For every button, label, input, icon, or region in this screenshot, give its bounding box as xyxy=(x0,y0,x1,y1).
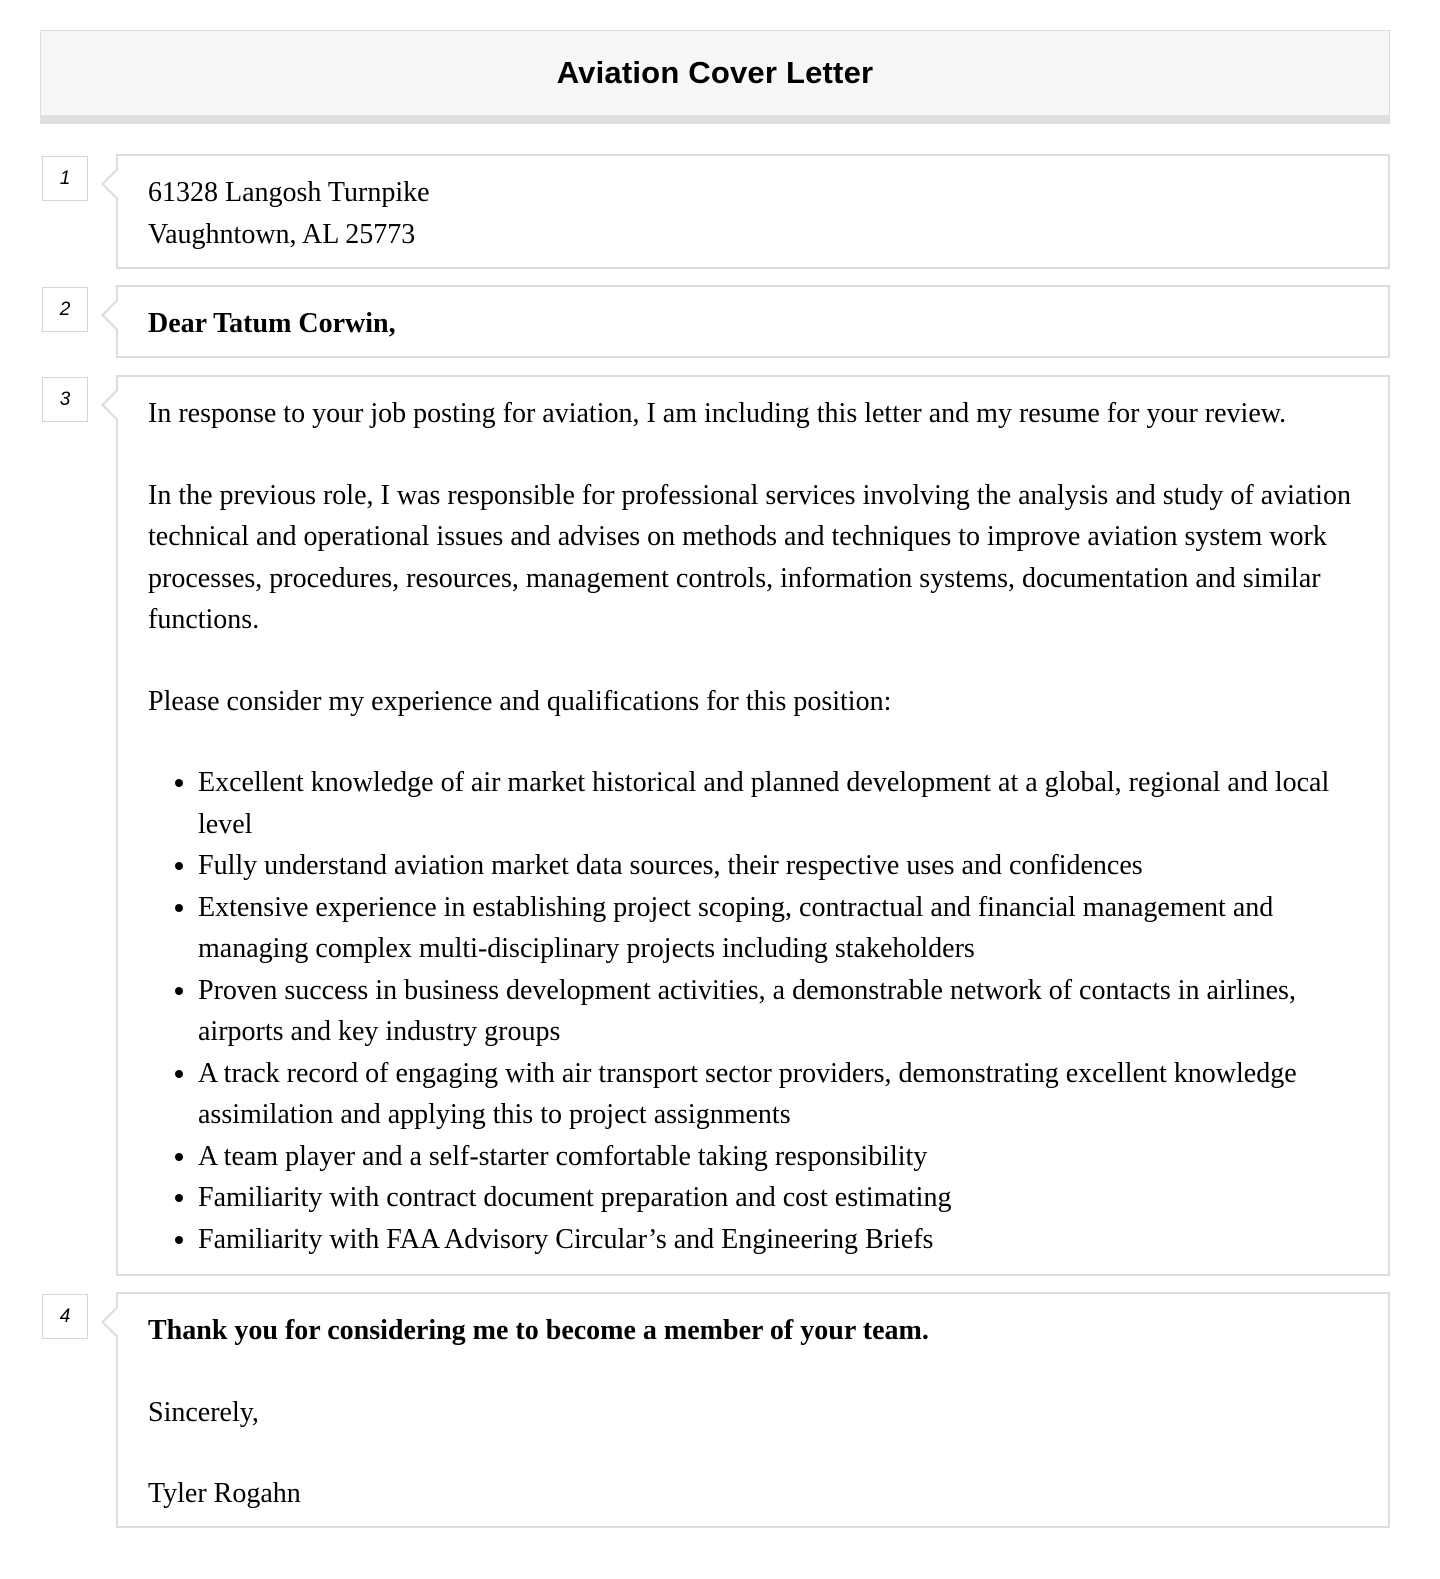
list-item: • A team player and a self-starter comfortable taking responsibility xyxy=(198,1136,1368,1178)
body-card xyxy=(116,375,1390,1276)
page-title: Aviation Cover Letter xyxy=(556,55,874,90)
section-number: 3 xyxy=(42,377,88,422)
list-item: • Fully understand aviation market data sources, their respective uses and confidences xyxy=(198,845,1368,887)
list-item: • A track record of engaging with air transport sector providers, demonstrating excellent knowledge assimilation and applying this to project assignments xyxy=(198,1053,1368,1136)
list-item: • Familiarity with contract document preparation and cost estimating xyxy=(198,1177,1368,1219)
intro-paragraph: In response to your job posting for aviation, I am including this letter and my resume for your review. xyxy=(148,398,1287,429)
address-line-1: 61328 Langosh Turnpike xyxy=(148,177,430,208)
closing-line: Sincerely, xyxy=(148,1396,259,1428)
address-card xyxy=(116,154,1390,269)
list-item: • Familiarity with FAA Advisory Circular’s and Engineering Briefs xyxy=(198,1219,1368,1261)
section-number: 1 xyxy=(42,156,88,201)
list-item: • Excellent knowledge of air market historical and planned development at a global, regional and local level xyxy=(198,762,1368,845)
title-bar xyxy=(40,30,1390,124)
thanks-line: Thank you for considering me to become a member of your team. xyxy=(148,1315,929,1346)
closing-card xyxy=(116,1292,1390,1528)
section-number: 2 xyxy=(42,287,88,332)
consider-paragraph: Please consider my experience and qualifications for this position: xyxy=(148,685,892,717)
list-item: • Extensive experience in establishing project scoping, contractual and financial management and managing complex multi-disciplinary projects including stakeholders xyxy=(198,887,1368,970)
section-number: 4 xyxy=(42,1294,88,1339)
qualifications-list xyxy=(148,762,1368,1260)
salutation: Dear Tatum Corwin, xyxy=(148,308,396,339)
previous-role-paragraph: In the previous role, I was responsible for professional services involving the analysis and study of aviation technical and operational issues and advises on methods and techniques to improve aviation system work processes, procedures, resources, management controls, information systems, documentation and similar functions. xyxy=(148,479,1351,635)
list-item: • Proven success in business development activities, a demonstrable network of contacts in airlines, airports and key industry groups xyxy=(198,970,1368,1053)
signature: Tyler Rogahn xyxy=(148,1478,301,1509)
address-line-2: Vaughntown, AL 25773 xyxy=(148,218,416,250)
salutation-card xyxy=(116,285,1390,358)
